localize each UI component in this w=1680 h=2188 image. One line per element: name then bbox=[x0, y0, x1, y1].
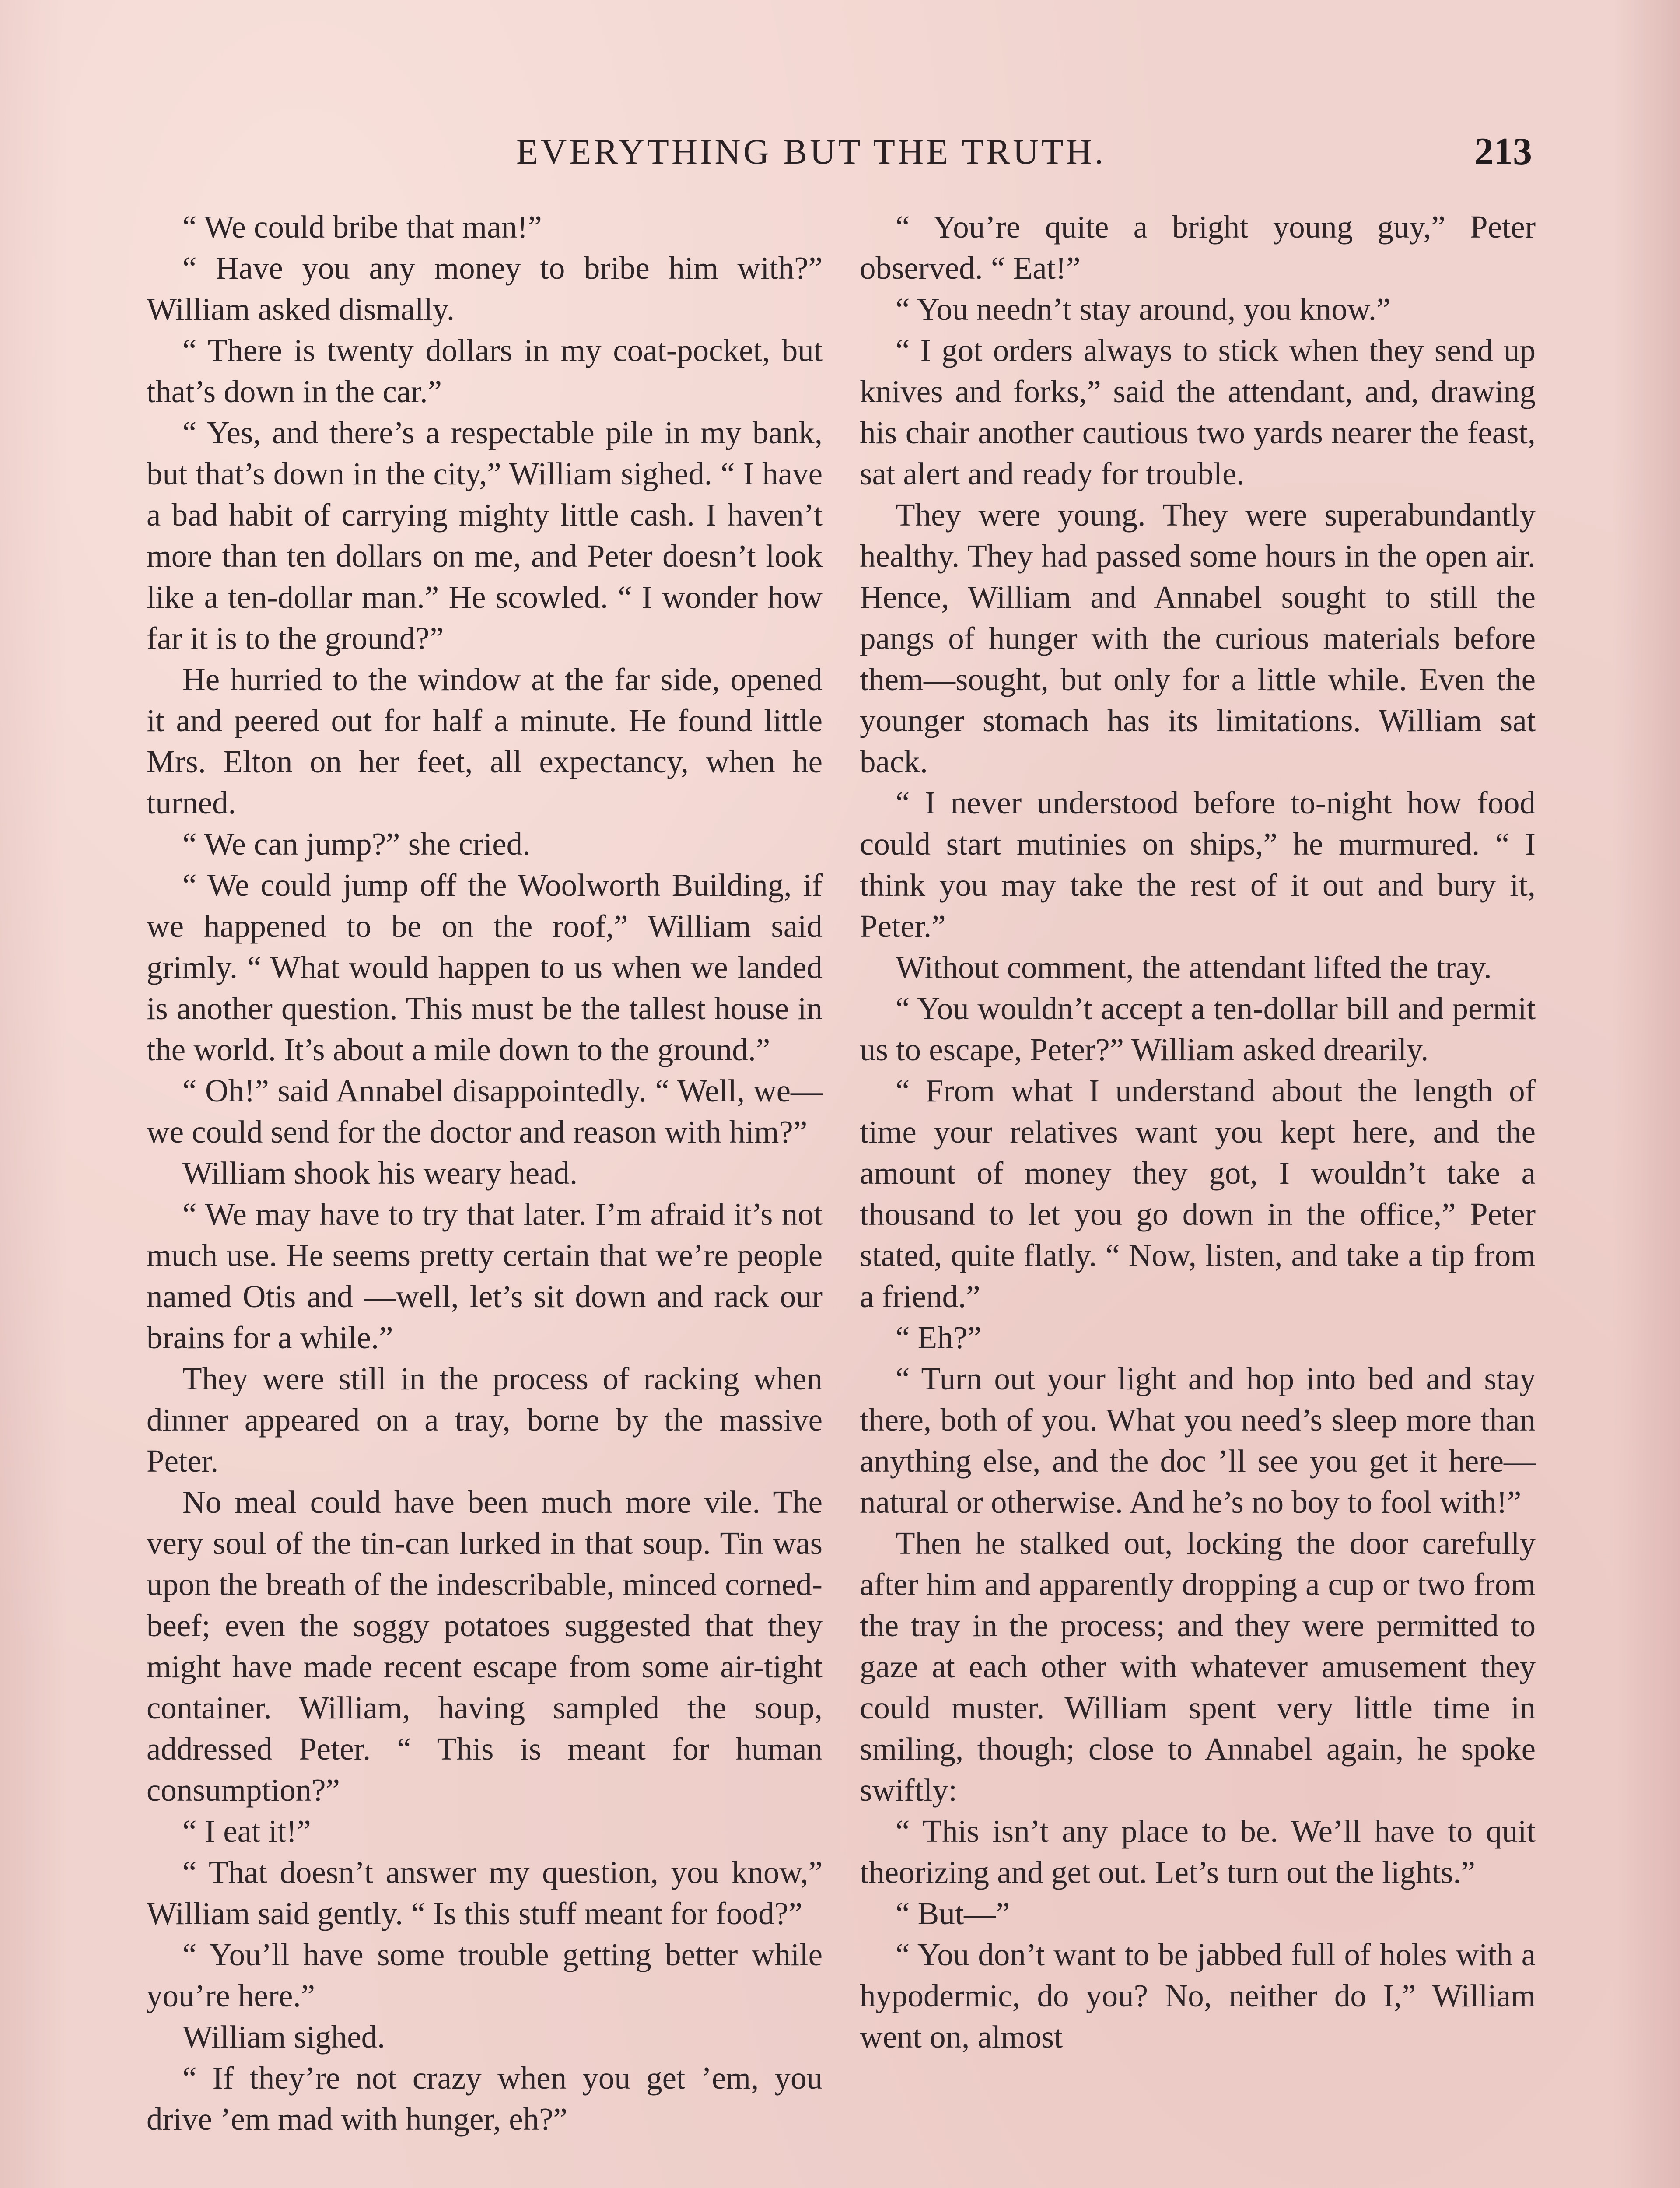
paragraph: “ From what I understand about the length of time your relatives want you kept here, and the amount of money they got, I wouldn’t take a thousand to let you go down in the office,” Peter stated, quite flatly. “ Now, listen, and take a tip from a friend.” bbox=[860, 1073, 1536, 1314]
paragraph: They were young. They were superabundantly healthy. They had passed some hours in the open air. Hence, William and Annabel sought to still the pangs of hunger with the curious materials before them—sought, but only for a little while. Even the younger stomach has its limitations. William sat back. bbox=[860, 497, 1536, 779]
paragraph: “ That doesn’t answer my question, you know,” William said gently. “ Is this stuff meant for food?” bbox=[147, 1855, 822, 1931]
paragraph: William shook his weary head. bbox=[182, 1155, 578, 1191]
paragraph: “ You needn’t stay around, you know.” bbox=[896, 291, 1391, 327]
paragraph: “ You don’t want to be jabbed full of holes with a hypodermic, do you? No, neither do I,” William went on, almost bbox=[860, 1937, 1536, 2055]
paragraph: “ Eh?” bbox=[896, 1320, 982, 1355]
paragraph: Without comment, the attendant lifted the tray. bbox=[896, 950, 1492, 985]
paragraph: “ I never understood before to-night how food could start mutinies on ships,” he murmured. “ I think you may take the rest of it out and bury it, Peter.” bbox=[860, 785, 1536, 944]
paragraph: “ Turn out your light and hop into bed and stay there, both of you. What you need’s sleep more than anything else, and the doc ’ll see you get it here—natural or otherwise. And he’s no boy to fool with!” bbox=[860, 1361, 1536, 1520]
paragraph: “ There is twenty dollars in my coat-pocket, but that’s down in the car.” bbox=[147, 333, 822, 409]
paragraph: He hurried to the window at the far side, opened it and peered out for half a minute. He found little Mrs. Elton on her feet, all expectancy, when he turned. bbox=[147, 662, 822, 820]
paragraph: “ We could bribe that man!” bbox=[182, 209, 542, 245]
paragraph: “ You’re quite a bright young guy,” Peter observed. “ Eat!” bbox=[860, 209, 1536, 286]
paragraph: “ Have you any money to bribe him with?” William asked dismally. bbox=[147, 250, 822, 327]
paragraph: “ I got orders always to stick when they send up knives and forks,” said the attendant, and, drawing his chair another cautious two yards nearer the feast, sat alert and ready for trouble. bbox=[860, 333, 1536, 491]
paragraph: “ You wouldn’t accept a ten-dollar bill and permit us to escape, Peter?” William asked drearily. bbox=[860, 991, 1536, 1067]
paragraph: No meal could have been much more vile. The very soul of the tin-can lurked in that soup. Tin was upon the breath of the indescribable, minced corned-beef; even the soggy potatoes suggested that they might have made recent escape from some air-tight container. William, having sampled the soup, addressed Peter. “ This is meant for human consumption?” bbox=[147, 1484, 822, 1808]
paragraph: “ But—” bbox=[896, 1896, 1010, 1931]
paragraph: “ Yes, and there’s a respectable pile in my bank, but that’s down in the city,” William sighed. “ I have a bad habit of carrying mighty little cash. I haven’t more than ten dollars on me, and Peter doesn’t look like a ten-dollar man.” He scowled. “ I wonder how far it is to the ground?” bbox=[147, 415, 822, 656]
paragraph: “ We can jump?” she cried. bbox=[182, 826, 531, 862]
paragraph: “ If they’re not crazy when you get ’em, you drive ’em mad with hunger, eh?” bbox=[147, 2060, 822, 2137]
paragraph: “ This isn’t any place to be. We’ll have to quit theorizing and get out. Let’s turn out the lights.” bbox=[860, 1813, 1536, 1890]
left-column bbox=[147, 207, 822, 2140]
paragraph: “ We may have to try that later. I’m afraid it’s not much use. He seems pretty certain that we’re people named Otis and —well, let’s sit down and rack our brains for a while.” bbox=[147, 1196, 822, 1355]
right-column bbox=[860, 207, 1536, 2058]
paragraph: “ You’ll have some trouble getting better while you’re here.” bbox=[147, 1937, 822, 2013]
paragraph: “ We could jump off the Woolworth Building, if we happened to be on the roof,” William said grimly. “ What would happen to us when we landed is another question. This must be the tallest house in the world. It’s about a mile down to the ground.” bbox=[147, 867, 822, 1067]
running-title: EVERYTHING BUT THE TRUTH. bbox=[516, 132, 1106, 172]
paragraph: “ Oh!” said Annabel disappointedly. “ Well, we—we could send for the doctor and reason with him?” bbox=[147, 1073, 822, 1150]
page-number: 213 bbox=[1474, 130, 1532, 173]
paragraph: William sighed. bbox=[182, 2019, 385, 2055]
paragraph: “ I eat it!” bbox=[182, 1813, 311, 1849]
paragraph: Then he stalked out, locking the door carefully after him and apparently dropping a cup or two from the tray in the process; and they were permitted to gaze at each other with whatever amusement they could muster. William spent very little time in smiling, though; close to Annabel again, he spoke swiftly: bbox=[860, 1525, 1536, 1808]
paragraph: They were still in the process of racking when dinner appeared on a tray, borne by the massive Peter. bbox=[147, 1361, 822, 1479]
